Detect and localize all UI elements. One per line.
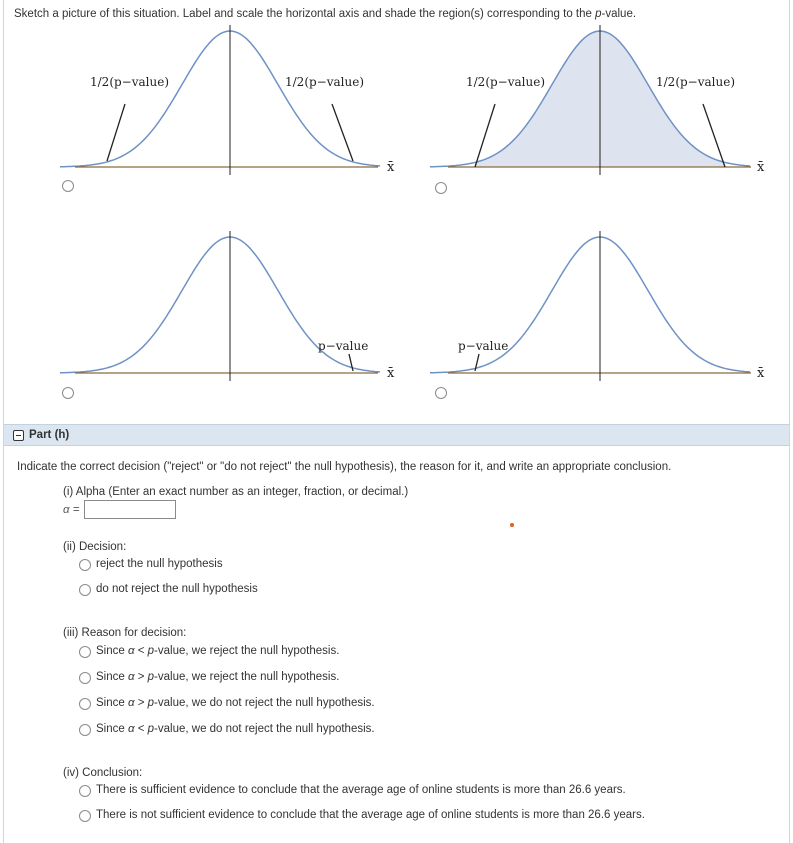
alpha-label: (i) Alpha (Enter an exact number as an integer, fraction, or decimal.) — [63, 486, 409, 498]
option-label: There is not sufficient evidence to conclude that the average age of online students is more than 26.6 years. — [96, 809, 645, 821]
right-tail-pointer — [349, 354, 353, 371]
option-label: Since α > p-value, we reject the null hypothesis. — [96, 671, 340, 683]
x-bar-axis-label: x̄ — [387, 160, 395, 175]
reason-label: (iii) Reason for decision: — [63, 627, 187, 639]
graph-option-4-radio[interactable] — [435, 387, 447, 399]
x-bar-axis-label: x̄ — [757, 160, 765, 175]
right-tail-label: 1/2(p−value) — [285, 75, 365, 89]
right-tail-label: 1/2(p−value) — [656, 75, 736, 89]
option-label: do not reject the null hypothesis — [96, 583, 258, 595]
left-tail-pointer — [107, 104, 125, 161]
radio-button[interactable] — [79, 785, 91, 797]
p-value-label: p−value — [458, 339, 509, 353]
conclusion-label: (iv) Conclusion: — [63, 767, 143, 779]
option-label: Since α < p-value, we do not reject the null hypothesis. — [96, 723, 375, 735]
graph-option-1-radio[interactable] — [62, 180, 74, 192]
option-label: There is sufficient evidence to conclude that the average age of online students is more than 26.6 years. — [96, 784, 626, 796]
alpha-input[interactable] — [84, 500, 176, 519]
radio-button[interactable] — [79, 810, 91, 822]
graph-option-2-radio[interactable] — [435, 182, 447, 194]
part-h-header — [4, 424, 789, 446]
radio-button[interactable] — [79, 646, 91, 658]
graph-option-4 — [433, 226, 793, 381]
radio-button[interactable] — [79, 698, 91, 710]
option-label: Since α > p-value, we do not reject the null hypothesis. — [96, 697, 375, 709]
option-label: reject the null hypothesis — [96, 558, 223, 570]
graph-option-3 — [60, 226, 420, 381]
left-tail-label: 1/2(p−value) — [90, 75, 170, 89]
right-tail-pointer — [332, 104, 353, 161]
left-tail-label: 1/2(p−value) — [466, 75, 546, 89]
normal-curve — [60, 31, 380, 167]
radio-button[interactable] — [79, 724, 91, 736]
graph-option-1 — [60, 20, 420, 175]
option-label: Since α < p-value, we reject the null hypothesis. — [96, 645, 340, 657]
collapse-icon[interactable] — [13, 430, 24, 441]
radio-button[interactable] — [79, 559, 91, 571]
radio-button[interactable] — [79, 672, 91, 684]
graph-option-2 — [433, 20, 793, 175]
x-bar-axis-label: x̄ — [757, 366, 765, 381]
radio-button[interactable] — [79, 584, 91, 596]
part-title: Part (h) — [29, 429, 70, 441]
p-value-label: p−value — [318, 339, 369, 353]
alpha-symbol: α = — [63, 504, 80, 516]
part-prompt: Indicate the correct decision ("reject" or "do not reject" the null hypothesis), the reason for it, and write an appropriate conclusion. — [17, 461, 672, 473]
graph-option-3-radio[interactable] — [62, 387, 74, 399]
instruction-text: Sketch a picture of this situation. Label and scale the horizontal axis and shade the region(s) corresponding to the p-value. — [14, 8, 637, 20]
marker-dot — [510, 523, 514, 527]
x-bar-axis-label: x̄ — [387, 366, 395, 381]
decision-label: (ii) Decision: — [63, 541, 127, 553]
